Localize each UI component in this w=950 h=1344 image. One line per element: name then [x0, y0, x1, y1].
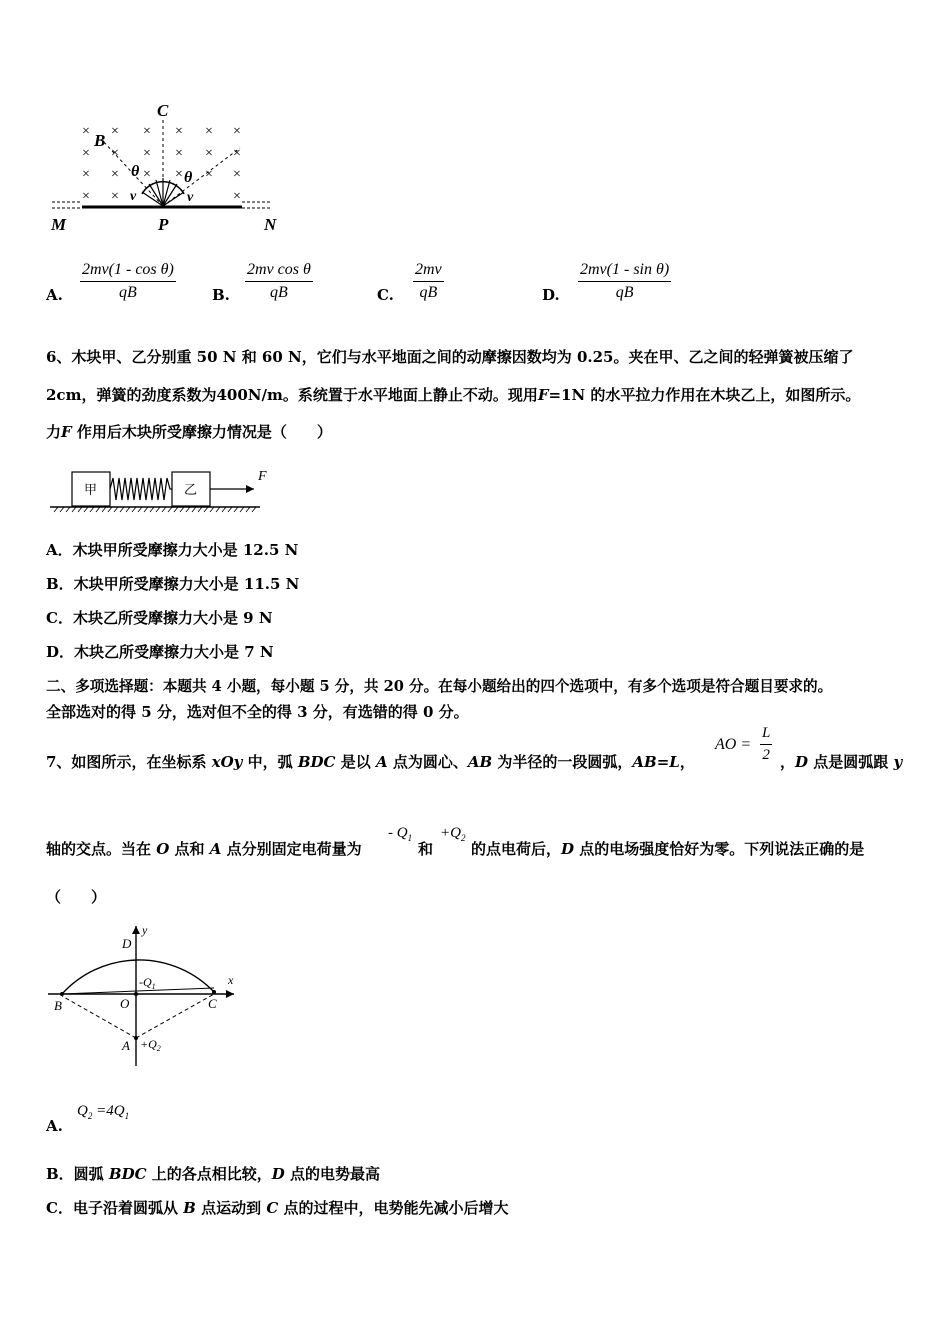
label-C: C	[208, 996, 217, 1011]
text: 作用后木块所受摩擦力情况是（ ）	[71, 423, 332, 441]
q7-arc-coordinate-figure	[44, 918, 240, 1068]
text: 点是圆弧跟	[813, 753, 889, 771]
svg-text:×: ×	[143, 167, 151, 182]
label-negQ1: $-Q_1$	[139, 975, 156, 991]
var: y	[888, 753, 903, 771]
radius-AC	[136, 994, 214, 1038]
frac-numerator: 2mv(1 - sin θ)	[578, 261, 671, 282]
velocity-arrows	[142, 178, 184, 206]
x-axis-arrowhead	[226, 990, 234, 998]
text: Q	[77, 1103, 88, 1119]
q6-spring-blocks-figure	[48, 462, 278, 518]
label-posQ2: $+Q_2$	[140, 1037, 161, 1053]
text: ，	[780, 753, 796, 771]
label-v-right: v	[187, 190, 194, 205]
q7-option-B	[46, 1163, 380, 1184]
q5-option-D-label: D.	[542, 286, 560, 304]
label-D: D	[122, 936, 132, 951]
text: =4Q	[92, 1103, 125, 1119]
frac-denominator: qB	[119, 284, 137, 301]
label-A: A	[122, 1038, 130, 1053]
q6-stem-line3	[46, 421, 332, 442]
svg-text:×: ×	[205, 167, 213, 182]
q6-stem-line1: 6、木块甲、乙分别重 50 N 和 60 N，它们与水平地面之间的动摩擦因数均为 0.25。夹在甲、乙之间的轻弹簧被压缩了	[46, 348, 854, 366]
svg-text:×: ×	[82, 146, 90, 161]
chord-BC	[62, 988, 214, 994]
text: 轴的交点。当在	[46, 840, 152, 858]
subscript: 1	[407, 833, 413, 843]
svg-text:×: ×	[233, 146, 241, 161]
text: ，	[679, 753, 695, 771]
svg-text:×: ×	[233, 167, 241, 182]
frac-numerator: 2mv(1 - cos θ)	[80, 261, 176, 282]
label-y: y	[142, 923, 148, 937]
q5-option-D-fraction	[578, 261, 671, 302]
q6-option-D: D．木块乙所受摩擦力大小是 7 N	[46, 643, 274, 661]
text: 力	[46, 423, 62, 441]
q5-option-B-label: B.	[212, 286, 230, 304]
svg-text:×: ×	[175, 146, 183, 161]
svg-text:×: ×	[143, 146, 151, 161]
q7-answer-paren: （ ）	[46, 888, 107, 906]
q5-option-B-fraction	[245, 261, 313, 302]
svg-text:×: ×	[111, 189, 119, 204]
frac-denominator: qB	[270, 284, 288, 301]
q7-stem-line2c	[471, 838, 864, 859]
label-M: M	[51, 215, 67, 234]
label-F: F	[258, 469, 267, 484]
q5-option-A-fraction	[80, 261, 176, 302]
label-v-left: v	[130, 189, 137, 204]
text: =1N 的水平拉力作用在木块乙上，如图所示。	[548, 386, 861, 404]
svg-text:×: ×	[205, 124, 213, 139]
svg-text:×: ×	[233, 189, 241, 204]
q7-stem-line2a	[46, 838, 362, 859]
text: 点运动到	[201, 1199, 262, 1217]
frac-numerator: 2mv	[413, 261, 444, 282]
var: BDC	[292, 753, 341, 771]
text: 为半径的一段圆弧，	[497, 753, 633, 771]
svg-text:×: ×	[175, 124, 183, 139]
svg-text:×: ×	[175, 167, 183, 182]
frac-numerator: 2mv cos θ	[245, 261, 313, 282]
subscript: 2	[460, 833, 466, 843]
q7-stem-line2b: 和	[418, 840, 434, 858]
q5-option-C-label: C.	[377, 286, 394, 304]
frac-denominator: qB	[419, 284, 438, 301]
frac-denominator: 2	[762, 747, 770, 763]
label-jia: 甲	[84, 482, 98, 497]
q7-charge-Q2	[440, 825, 465, 843]
var: BDC	[103, 1165, 152, 1183]
var-F: F	[537, 386, 549, 404]
q7-charge-Q1	[388, 825, 412, 843]
q5-option-A-label: A.	[46, 286, 63, 304]
q7-option-C	[46, 1197, 509, 1218]
text: 的点电荷后，	[471, 840, 562, 858]
label-x: x	[228, 973, 234, 987]
text: 点分别固定电荷量为	[226, 840, 362, 858]
q6-option-A: A．木块甲所受摩擦力大小是 12.5 N	[46, 541, 299, 559]
text: 点和	[174, 840, 205, 858]
var-F: F	[61, 423, 72, 441]
q7-option-A-equation	[77, 1103, 129, 1121]
subscript: 1	[124, 1111, 130, 1121]
label-C: C	[157, 101, 169, 120]
text: B．圆弧	[46, 1165, 104, 1183]
svg-text:×: ×	[82, 124, 90, 139]
label-theta-left: θ	[131, 163, 140, 180]
text: 7、如图所示，在坐标系	[46, 753, 207, 771]
svg-text:×: ×	[111, 167, 119, 182]
svg-text:×: ×	[233, 124, 241, 139]
q6-stem-line2	[46, 384, 860, 405]
svg-text:×: ×	[143, 124, 151, 139]
svg-text:×: ×	[205, 146, 213, 161]
text: 中，弧	[247, 753, 293, 771]
text: 点的过程中，电势能先减小后增大	[283, 1199, 509, 1217]
label-N: N	[264, 215, 277, 234]
var: D	[795, 753, 814, 771]
label-P: P	[158, 215, 169, 234]
svg-text:×: ×	[82, 189, 90, 204]
point-O	[134, 992, 138, 996]
q7-option-A-label: A.	[46, 1117, 63, 1135]
text: C．电子沿着圆弧从	[46, 1199, 178, 1217]
text: 是以	[340, 753, 371, 771]
label-theta-right: θ	[184, 169, 193, 186]
y-axis-arrowhead	[132, 926, 140, 934]
subscript: 2	[87, 1111, 93, 1121]
text: 2cm，弹簧的劲度系数为400N/m。系统置于水平地面上静止不动。现用	[46, 386, 538, 404]
label-O: O	[120, 996, 130, 1011]
var: A	[370, 753, 393, 771]
point-A	[134, 1036, 138, 1040]
q6-option-C: C．木块乙所受摩擦力大小是 9 N	[46, 609, 273, 627]
var: O	[151, 840, 175, 858]
q7-AO-fraction	[760, 725, 772, 764]
text: 点为圆心、	[392, 753, 468, 771]
q7-stem-line1-tail	[780, 751, 902, 772]
var: AB	[467, 753, 498, 771]
var: C	[261, 1199, 284, 1217]
section2-heading-line2: 全部选对的得 5 分，选对但不全的得 3 分，有选错的得 0 分。	[46, 703, 469, 721]
var: xOy	[206, 753, 248, 771]
frac-numerator: L	[760, 725, 772, 745]
text: 点的电势最高	[290, 1165, 381, 1183]
svg-text:×: ×	[111, 146, 119, 161]
field-crosses	[82, 124, 241, 204]
section2-heading-line1: 二、多项选择题：本题共 4 小题，每小题 5 分，共 20 分。在每小题给出的四个选项中，有多个选项是符合题目要求的。	[46, 678, 833, 695]
point-B	[60, 992, 64, 996]
point-C	[212, 990, 216, 994]
svg-text:×: ×	[111, 124, 119, 139]
var: AB=L	[632, 753, 680, 771]
label-B: B	[94, 131, 106, 150]
var: D	[561, 840, 580, 858]
var: A	[204, 840, 227, 858]
var: D	[271, 1165, 291, 1183]
q5-magnetic-field-figure	[44, 98, 294, 238]
text: - Q	[388, 825, 408, 841]
label-B: B	[54, 998, 62, 1013]
text: +Q	[440, 825, 461, 841]
label-yi: 乙	[184, 482, 198, 497]
q5-option-C-fraction	[413, 261, 444, 302]
var: B	[177, 1199, 202, 1217]
force-arrowhead	[246, 485, 254, 493]
frac-denominator: qB	[615, 284, 634, 301]
svg-text:×: ×	[82, 167, 90, 182]
text: 点的电场强度恰好为零。下列说法正确的是	[579, 840, 865, 858]
q7-stem-line1	[46, 751, 695, 772]
q6-option-B: B．木块甲所受摩擦力大小是 11.5 N	[46, 575, 300, 593]
text: 上的各点相比较，	[151, 1165, 272, 1183]
q7-AO-lhs: AO =	[715, 736, 752, 753]
spring	[110, 478, 172, 500]
